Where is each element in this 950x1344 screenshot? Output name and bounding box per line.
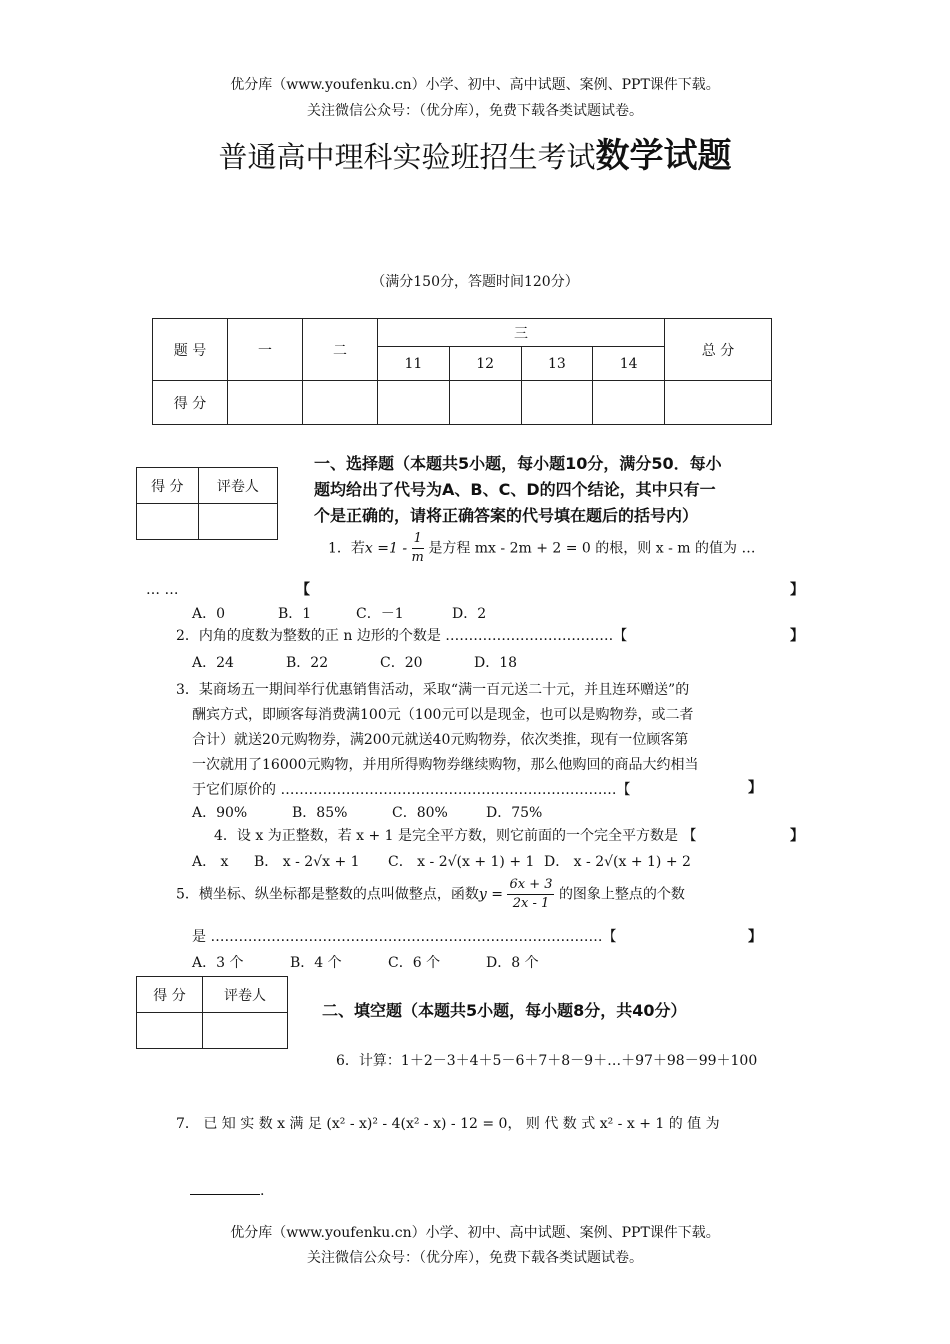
footer-line-1: 优分库（www.youfenku.cn）小学、初中、高中试题、案例、PPT课件下载。	[230, 1225, 720, 1241]
q3-option-b[interactable]: B．85%	[292, 805, 348, 821]
grader-box-1	[136, 467, 278, 540]
cell-q14: 14	[593, 347, 665, 381]
score-input-13[interactable]	[521, 381, 593, 425]
q2-option-d[interactable]: D．18	[474, 655, 518, 671]
cell-section-2: 二	[303, 319, 378, 381]
grader-box-2	[136, 976, 288, 1049]
q4-bracket-right: 】	[790, 828, 804, 844]
grader-score-input[interactable]	[137, 1013, 203, 1049]
fraction-6x3-over-2x1: $\frac{6x + 3}{2x - 1}$	[509, 877, 553, 911]
question-6: 6．计算：1＋2－3＋4＋5－6＋7＋8－9＋…＋97＋98－99＋100	[336, 1053, 758, 1069]
score-input-1[interactable]	[228, 381, 303, 425]
question-1: 1．若x =1 - $\frac{1}{m}$ 是方程 mx - 2m + 2 = 0 的根，则 x - m 的值为 …	[328, 531, 756, 565]
q4-option-c[interactable]: C． x - 2√(x + 1) + 1	[388, 854, 535, 870]
page-title: 普通高中理科实验班招生考试数学试题	[218, 136, 732, 176]
q5-option-c[interactable]: C．6 个	[388, 955, 441, 971]
q2-bracket-right: 】	[790, 628, 804, 644]
score-table	[152, 318, 772, 425]
q3-option-c[interactable]: C．80%	[392, 805, 448, 821]
fraction-1-over-m: $\frac{1}{m}$	[411, 531, 424, 565]
grader-score-input[interactable]	[137, 504, 199, 540]
q1-option-b[interactable]: B．1	[278, 606, 312, 622]
q3-options	[192, 803, 542, 823]
section-1-heading: 一、选择题（本题共5小题，每小题10分，满分50．每小 题均给出了代号为A、B、C、D的四个结论，其中只有一 个是正确的，请将正确答案的代号填在题后的括号内）	[314, 454, 722, 525]
grader-name-input[interactable]	[203, 1013, 288, 1049]
question-7: 7． 已 知 实 数 x 满 足 (x² - x)² - 4(x² - x) - 12 = 0， 则 代 数 式 x² - x + 1 的 值 为	[176, 1116, 720, 1132]
cell-label-score: 得 分	[153, 381, 228, 425]
score-input-total[interactable]	[665, 381, 772, 425]
score-input-12[interactable]	[449, 381, 521, 425]
cell-q11: 11	[378, 347, 450, 381]
q1-option-d[interactable]: D．2	[452, 606, 487, 622]
q2-option-a[interactable]: A．24	[192, 655, 234, 671]
cell-total: 总 分	[665, 319, 772, 381]
q5-option-b[interactable]: B．4 个	[290, 955, 342, 971]
q1-option-a[interactable]: A．0	[192, 606, 226, 622]
grader-score-label: 得 分	[137, 977, 203, 1013]
score-input-2[interactable]	[303, 381, 378, 425]
q5-option-a[interactable]: A．3 个	[192, 955, 244, 971]
q4-option-b[interactable]: B． x - 2√x + 1	[254, 854, 360, 870]
score-input-11[interactable]	[378, 381, 450, 425]
q2-options	[192, 653, 517, 673]
cell-label-question: 题 号	[153, 319, 228, 381]
footer-line-2: 关注微信公众号：（优分库），免费下载各类试题试卷。	[307, 1250, 643, 1266]
header-line-1: 优分库（www.youfenku.cn）小学、初中、高中试题、案例、PPT课件下载。	[230, 77, 720, 93]
q5-option-d[interactable]: D．8 个	[486, 955, 539, 971]
question-2: 2．内角的度数为整数的正 n 边形的个数是 ………………………………【	[176, 628, 628, 644]
q3-bracket-right: 】	[748, 780, 762, 796]
cell-section-1: 一	[228, 319, 303, 381]
question-5-cont: 是 …………………………………………………………………………【	[192, 929, 617, 945]
grader-name-label: 评卷人	[198, 468, 277, 504]
grader-score-label: 得 分	[137, 468, 199, 504]
q3-option-d[interactable]: D．75%	[486, 805, 543, 821]
question-5: 5．横坐标、纵坐标都是整数的点叫做整点，函数y = $\frac{6x + 3}{2x - 1}$ 的图象上整点的个数	[176, 877, 685, 911]
q4-options	[192, 852, 691, 872]
q4-option-d[interactable]: D． x - 2√(x + 1) + 2	[544, 854, 691, 870]
exam-subtitle: （满分150分，答题时间120分）	[371, 274, 579, 290]
q5-options	[192, 953, 539, 973]
question-3: 3．某商场五一期间举行优惠销售活动，采取“满一百元送二十元，并且连环赠送”的 酬宾方式，即顾客每消费满100元（100元可以是现金，也可以是购物券，或二者 合计）就送20元购物券，满200元就送40元购物券，依次类推，现有一位顾客第 一次就用了16000元购物，并用所得购物券继续购物，那么他购回的商品大约相当 于它们原价的 ………………………………………………………………【	[176, 682, 699, 798]
cell-q12: 12	[449, 347, 521, 381]
q1-bracket-right: 】	[790, 582, 804, 598]
answer-blank[interactable]	[190, 1180, 260, 1195]
cell-section-3: 三	[378, 319, 665, 347]
q3-option-a[interactable]: A．90%	[192, 805, 248, 821]
cell-q13: 13	[521, 347, 593, 381]
question-1-cont: … …	[146, 582, 179, 598]
question-7-answer: .	[190, 1180, 264, 1201]
q1-options	[192, 604, 486, 624]
header-line-2: 关注微信公众号：（优分库），免费下载各类试题试卷。	[307, 103, 643, 119]
q5-bracket-right: 】	[748, 929, 762, 945]
q1-option-c[interactable]: C．－1	[356, 606, 404, 622]
q2-option-c[interactable]: C．20	[380, 655, 423, 671]
q4-option-a[interactable]: A． x	[192, 854, 229, 870]
section-2-heading: 二、填空题（本题共5小题，每小题8分，共40分）	[322, 1001, 687, 1020]
q1-bracket-left: 【	[296, 582, 310, 598]
score-input-14[interactable]	[593, 381, 665, 425]
q2-option-b[interactable]: B．22	[286, 655, 329, 671]
grader-name-input[interactable]	[198, 504, 277, 540]
grader-name-label: 评卷人	[203, 977, 288, 1013]
question-4: 4．设 x 为正整数，若 x + 1 是完全平方数，则它前面的一个完全平方数是 【	[214, 828, 697, 844]
